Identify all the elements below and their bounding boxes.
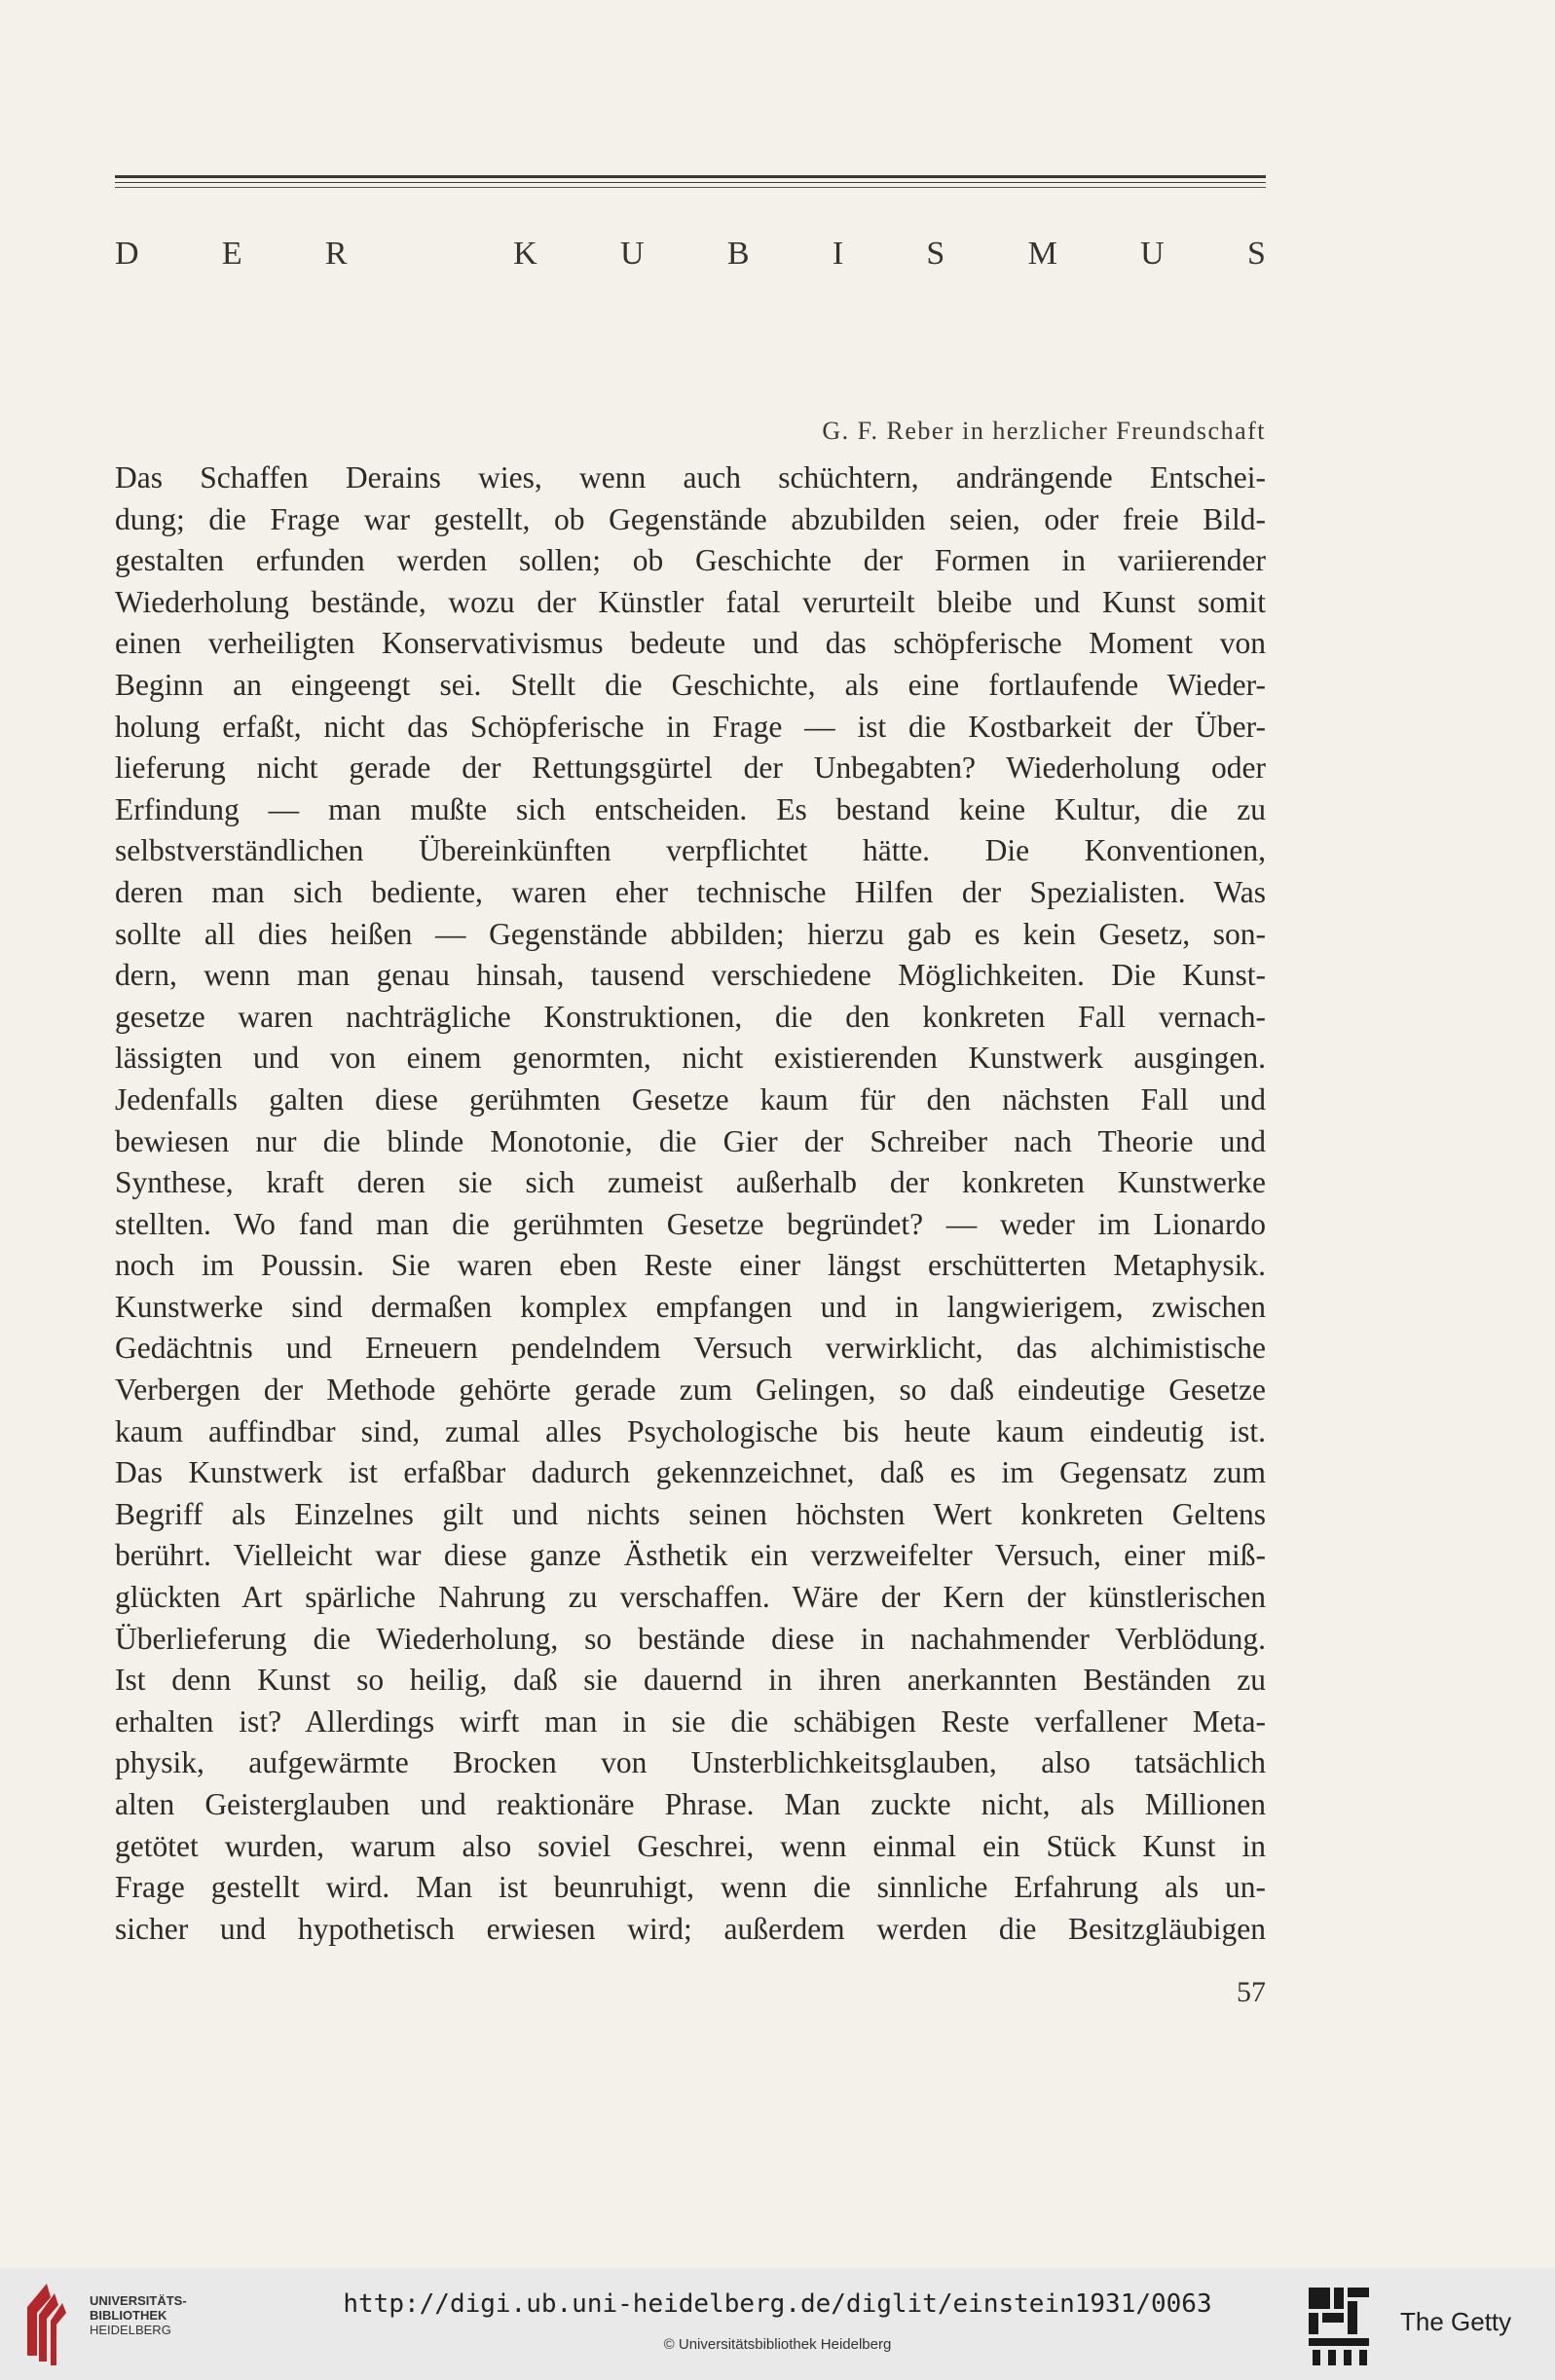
title-letter: M	[1027, 236, 1057, 272]
text-line: Wiederholung bestände, wozu der Künstler fatal verurteilt bleibe und Kunst somit	[115, 584, 1266, 619]
text-line: alten Geisterglauben und reaktionäre Phrase. Man zuckte nicht, als Millionen	[115, 1787, 1266, 1821]
text-line: Verbergen der Methode gehörte gerade zum Gelingen, so daß eindeutige Gesetze	[115, 1373, 1266, 1408]
text-line: dung; die Frage war gestellt, ob Gegenstände abzubilden seien, oder freie Bild-	[115, 501, 1266, 536]
chapter-title	[115, 236, 1266, 273]
text-line: Ist denn Kunst so heilig, daß sie dauernd in ihren anerkannten Beständen zu	[115, 1663, 1266, 1698]
footer-bar	[0, 2268, 1555, 2380]
text-line: lässigten und von einem genormten, nicht existierenden Kunstwerk ausgingen.	[115, 1041, 1266, 1076]
text-line: berührt. Vielleicht war diese ganze Ästhetik ein verzweifelter Versuch, einer miß-	[115, 1538, 1266, 1573]
top-thin-rule	[115, 187, 1266, 188]
text-line: gesetze waren nachträgliche Konstruktionen, die den konkreten Fall vernach-	[115, 999, 1266, 1034]
title-letter: I	[832, 236, 844, 272]
getty-wordmark: The Getty	[1400, 2307, 1512, 2336]
text-line: bewiesen nur die blinde Monotonie, die Gier der Schreiber nach Theorie und	[115, 1123, 1266, 1158]
text-line: Gedächtnis und Erneuern pendelndem Versuch verwirklicht, das alchimistische	[115, 1331, 1266, 1366]
text-line: Erfindung — man mußte sich entscheiden. Es bestand keine Kultur, die zu	[115, 791, 1266, 826]
page-number: 57	[1237, 1976, 1266, 2008]
text-line: lieferung nicht gerade der Rettungsgürtel der Unbegabten? Wiederholung oder	[115, 751, 1266, 786]
title-letter: U	[620, 236, 645, 272]
text-line: sicher und hypothetisch erwiesen wird; außerdem werden die Besitzgläubigen	[115, 1911, 1266, 1946]
text-line: kaum auffindbar sind, zumal alles Psychologische bis heute kaum eindeutig ist.	[115, 1413, 1266, 1448]
text-line: selbstverständlichen Übereinkünften verpflichtet hätte. Die Konventionen,	[115, 833, 1266, 868]
text-line: erhalten ist? Allerdings wirft man in sie die schäbigen Reste verfallener Meta-	[115, 1703, 1266, 1739]
title-letter: R	[324, 236, 348, 272]
title-letter: E	[221, 236, 242, 272]
text-line: noch im Poussin. Sie waren eben Reste einer längst erschütterten Metaphysik.	[115, 1248, 1266, 1283]
source-url-link[interactable]: http://digi.ub.uni-heidelberg.de/diglit/einstein1931/0063	[343, 2289, 1212, 2319]
text-line: Synthese, kraft deren sie sich zumeist außerhalb der konkreten Kunstwerke	[115, 1165, 1266, 1200]
copyright-notice: © Universitätsbibliothek Heidelberg	[663, 2336, 892, 2353]
body-text	[115, 458, 1266, 1950]
text-line: physik, aufgewärmte Brocken von Unsterblichkeitsglauben, also tatsächlich	[115, 1745, 1266, 1780]
title-letter: S	[1246, 236, 1266, 272]
text-line: stellten. Wo fand man die gerühmten Gesetze begründet? — weder im Lionardo	[115, 1206, 1266, 1241]
text-line: dern, wenn man genau hinsah, tausend verschiedene Möglichkeiten. Die Kunst-	[115, 958, 1266, 993]
text-line: Jedenfalls galten diese gerühmten Gesetze kaum für den nächsten Fall und	[115, 1081, 1266, 1117]
title-letter: D	[115, 236, 139, 272]
title-letter: K	[513, 236, 537, 272]
title-letter: U	[1140, 236, 1165, 272]
getty-logo-icon	[1305, 2282, 1373, 2369]
text-line: Begriff als Einzelnes gilt und nichts seinen höchsten Wert konkreten Geltens	[115, 1496, 1266, 1531]
title-letter: B	[726, 236, 750, 272]
text-line: Überlieferung die Wiederholung, so bestände diese in nachahmender Verblödung.	[115, 1621, 1266, 1656]
text-line: Kunstwerke sind dermaßen komplex empfangen und in langwierigem, zwischen	[115, 1289, 1266, 1324]
text-line: gestalten erfunden werden sollen; ob Geschichte der Formen in variierender	[115, 543, 1266, 578]
text-line: Beginn an eingeengt sei. Stellt die Geschichte, als eine fortlaufende Wieder-	[115, 667, 1266, 702]
text-line: Das Schaffen Derains wies, wenn auch schüchtern, andrängende Entschei-	[115, 460, 1266, 494]
text-line: einen verheiligten Konservativismus bedeute und das schöpferische Moment von	[115, 626, 1266, 661]
library-name-line: HEIDELBERG	[90, 2323, 171, 2337]
dedication: G. F. Reber in herzlicher Freundschaft	[822, 417, 1266, 445]
text-line: holung erfaßt, nicht das Schöpferische in Frage — ist die Kostbarkeit der Über-	[115, 709, 1266, 744]
library-name-line: BIBLIOTHEK	[90, 2308, 167, 2323]
top-double-rule	[115, 175, 1266, 183]
text-line: glückten Art spärliche Nahrung zu verschaffen. Wäre der Kern der künstlerischen	[115, 1580, 1266, 1615]
text-line: sollte all dies heißen — Gegenstände abbilden; hierzu gab es kein Gesetz, son-	[115, 916, 1266, 951]
library-name-line: UNIVERSITÄTS-	[90, 2293, 187, 2308]
text-line: deren man sich bediente, waren eher technische Hilfen der Spezialisten. Was	[115, 874, 1266, 909]
text-line: getötet wurden, warum also soviel Geschrei, wenn einmal ein Stück Kunst in	[115, 1828, 1266, 1863]
text-line: Das Kunstwerk ist erfaßbar dadurch gekennzeichnet, daß es im Gegensatz zum	[115, 1455, 1266, 1490]
title-letter: S	[926, 236, 945, 272]
text-line: Frage gestellt wird. Man ist beunruhigt, wenn die sinnliche Erfahrung als un-	[115, 1870, 1266, 1905]
